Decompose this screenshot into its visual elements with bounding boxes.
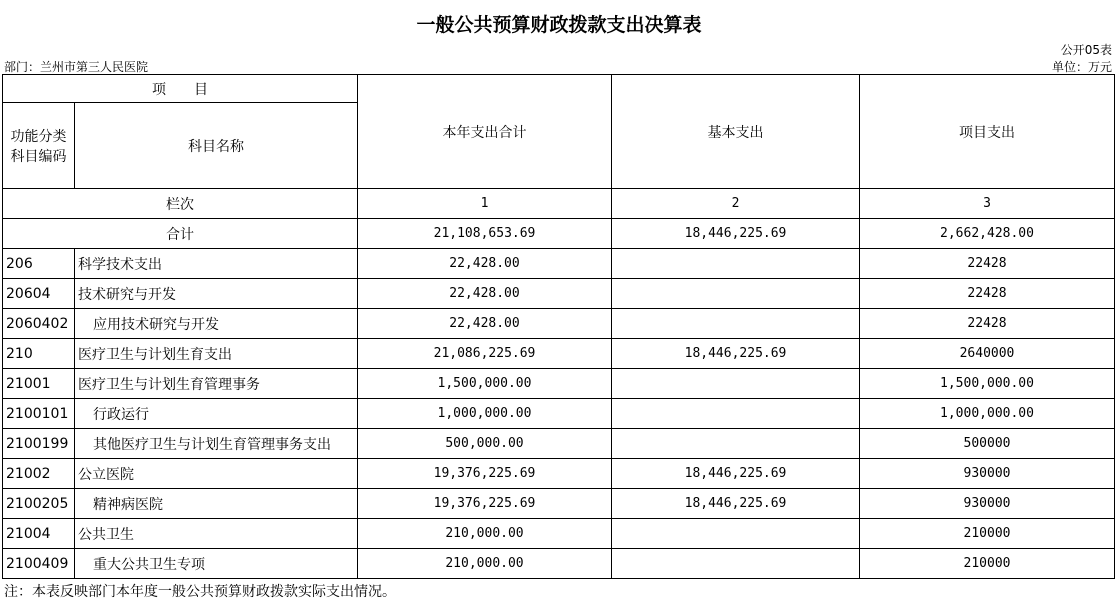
table-row bbox=[3, 459, 1115, 489]
row-basic bbox=[612, 399, 860, 429]
row-name: 技术研究与开发 bbox=[75, 279, 358, 309]
row-name: 医疗卫生与计划生育管理事务 bbox=[75, 369, 358, 399]
footnote: 注：本表反映部门本年度一般公共预算财政拨款实际支出情况。 bbox=[4, 584, 396, 600]
row-code: 2060402 bbox=[3, 309, 75, 339]
row-project: 500000 bbox=[860, 429, 1115, 459]
table-row bbox=[3, 369, 1115, 399]
row-name: 精神病医院 bbox=[75, 489, 358, 519]
row-basic bbox=[612, 519, 860, 549]
row-project: 930000 bbox=[860, 489, 1115, 519]
row-basic bbox=[612, 309, 860, 339]
row-basic bbox=[612, 549, 860, 579]
row-code: 210 bbox=[3, 339, 75, 369]
row-basic: 18,446,225.69 bbox=[612, 489, 860, 519]
row-basic bbox=[612, 279, 860, 309]
table-row bbox=[3, 429, 1115, 459]
header-name: 科目名称 bbox=[75, 103, 358, 189]
table-row bbox=[3, 489, 1115, 519]
row-project: 22428 bbox=[860, 249, 1115, 279]
sum-total: 21,108,653.69 bbox=[358, 219, 612, 249]
row-total: 19,376,225.69 bbox=[358, 489, 612, 519]
department-label: 部门：兰州市第三人民医院 bbox=[4, 60, 149, 74]
table-row bbox=[3, 519, 1115, 549]
row-project: 1,000,000.00 bbox=[860, 399, 1115, 429]
expenditure-table bbox=[2, 74, 1115, 579]
row-total: 22,428.00 bbox=[358, 279, 612, 309]
row-basic bbox=[612, 249, 860, 279]
row-total: 22,428.00 bbox=[358, 249, 612, 279]
header-code: 功能分类科目编码 bbox=[3, 103, 75, 189]
table-row bbox=[3, 549, 1115, 579]
page-title: 一般公共预算财政拨款支出决算表 bbox=[416, 14, 702, 36]
row-project: 210000 bbox=[860, 519, 1115, 549]
row-total: 1,500,000.00 bbox=[358, 369, 612, 399]
row-basic: 18,446,225.69 bbox=[612, 459, 860, 489]
row-project: 930000 bbox=[860, 459, 1115, 489]
unit-label: 单位：万元 bbox=[1051, 60, 1112, 74]
row-total: 21,086,225.69 bbox=[358, 339, 612, 369]
table-row bbox=[3, 339, 1115, 369]
row-name: 行政运行 bbox=[75, 399, 358, 429]
row-total: 500,000.00 bbox=[358, 429, 612, 459]
row-code: 206 bbox=[3, 249, 75, 279]
row-code: 21002 bbox=[3, 459, 75, 489]
column-number-1: 1 bbox=[358, 189, 612, 219]
row-project: 22428 bbox=[860, 279, 1115, 309]
header-total: 本年支出合计 bbox=[358, 75, 612, 189]
row-name: 公共卫生 bbox=[75, 519, 358, 549]
row-code: 21004 bbox=[3, 519, 75, 549]
row-project: 22428 bbox=[860, 309, 1115, 339]
table-row bbox=[3, 309, 1115, 339]
row-code: 21001 bbox=[3, 369, 75, 399]
row-name: 医疗卫生与计划生育支出 bbox=[75, 339, 358, 369]
row-basic: 18,446,225.69 bbox=[612, 339, 860, 369]
row-basic bbox=[612, 369, 860, 399]
row-code: 20604 bbox=[3, 279, 75, 309]
row-total: 22,428.00 bbox=[358, 309, 612, 339]
row-name: 科学技术支出 bbox=[75, 249, 358, 279]
column-number-3: 3 bbox=[860, 189, 1115, 219]
form-number: 公开05表 bbox=[1060, 43, 1112, 57]
row-total: 1,000,000.00 bbox=[358, 399, 612, 429]
row-name: 应用技术研究与开发 bbox=[75, 309, 358, 339]
table-row bbox=[3, 279, 1115, 309]
table-row bbox=[3, 249, 1115, 279]
sum-basic: 18,446,225.69 bbox=[612, 219, 860, 249]
row-project: 1,500,000.00 bbox=[860, 369, 1115, 399]
data-rows bbox=[3, 249, 1115, 579]
header-item: 项 目 bbox=[3, 75, 358, 103]
row-code: 2100101 bbox=[3, 399, 75, 429]
row-name: 其他医疗卫生与计划生育管理事务支出 bbox=[75, 429, 358, 459]
row-project: 210000 bbox=[860, 549, 1115, 579]
column-label: 栏次 bbox=[3, 189, 358, 219]
sum-label: 合计 bbox=[3, 219, 358, 249]
row-project: 2640000 bbox=[860, 339, 1115, 369]
row-total: 19,376,225.69 bbox=[358, 459, 612, 489]
table-row bbox=[3, 399, 1115, 429]
row-name: 重大公共卫生专项 bbox=[75, 549, 358, 579]
row-code: 2100205 bbox=[3, 489, 75, 519]
row-total: 210,000.00 bbox=[358, 549, 612, 579]
row-basic bbox=[612, 429, 860, 459]
sum-project: 2,662,428.00 bbox=[860, 219, 1115, 249]
row-code: 2100409 bbox=[3, 549, 75, 579]
header-basic: 基本支出 bbox=[612, 75, 860, 189]
row-total: 210,000.00 bbox=[358, 519, 612, 549]
header-project: 项目支出 bbox=[860, 75, 1115, 189]
column-number-2: 2 bbox=[612, 189, 860, 219]
row-name: 公立医院 bbox=[75, 459, 358, 489]
row-code: 2100199 bbox=[3, 429, 75, 459]
